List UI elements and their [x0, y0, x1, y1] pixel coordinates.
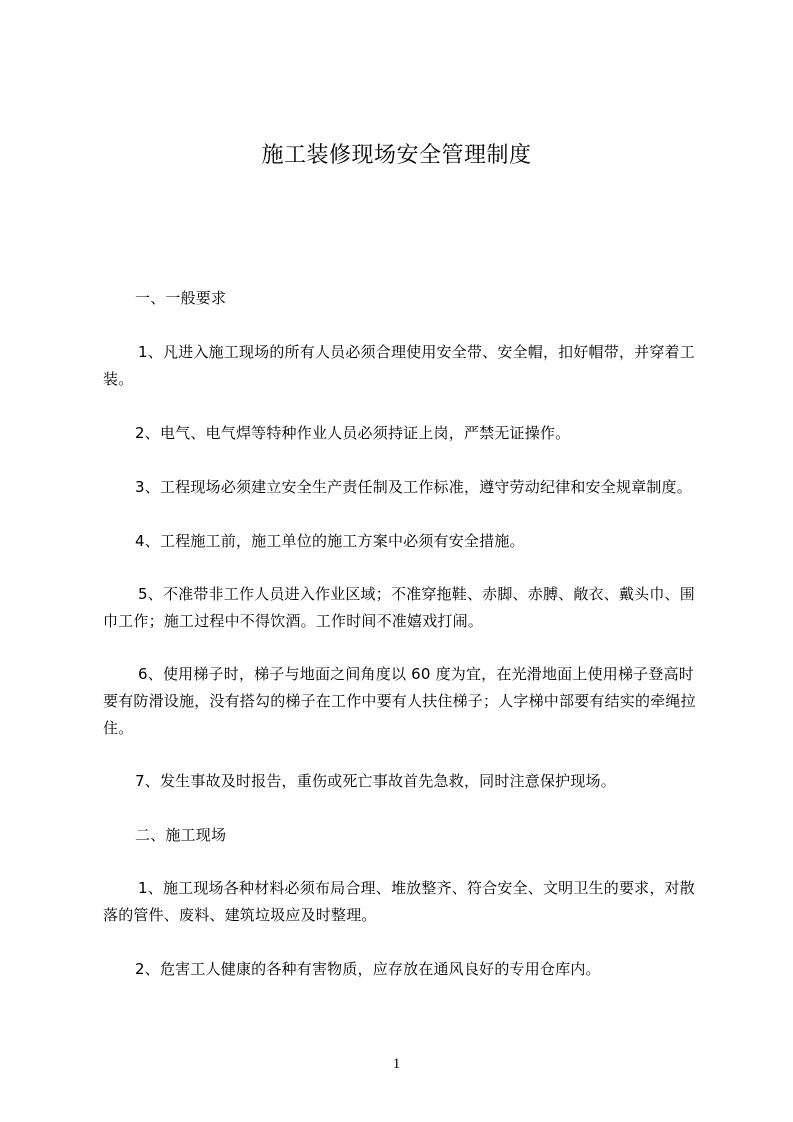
paragraph-item-3: 3、工程现场必须建立安全生产责任制及工作标准，遵守劳动纪律和安全规章制度。	[135, 478, 692, 496]
paragraph-item-4: 4、工程施工前，施工单位的施工方案中必须有安全措施。	[135, 532, 525, 550]
paragraph-site-item-1: 1、施工现场各种材料必须布局合理、堆放整齐、符合安全、文明卫生的要求，对散落的管件、废料、建筑垃圾应及时整理。	[103, 879, 695, 924]
paragraph-item-2: 2、电气、电气焊等特种作业人员必须持证上岗，严禁无证操作。	[135, 424, 571, 442]
section-heading-construction-site: 二、施工现场	[135, 826, 227, 844]
paragraph-item-1: 1、凡进入施工现场的所有人员必须合理使用安全带、安全帽，扣好帽带，并穿着工装。	[103, 343, 695, 388]
document-title: 施工装修现场安全管理制度	[261, 143, 532, 168]
section-heading-general-requirements: 一、一般要求	[135, 289, 227, 307]
paragraph-item-6: 6、使用梯子时，梯子与地面之间角度以 60 度为宜，在光滑地面上使用梯子登高时要有防滑设施，没有搭勾的梯子在工作中要有人扶住梯子；人字梯中部要有结实的牵绳拉住。	[103, 665, 696, 737]
paragraph-item-5: 5、不准带非工作人员进入作业区域；不准穿拖鞋、赤脚、赤膊、敞衣、戴头巾、围巾工作；施工过程中不得饮酒。工作时间不准嬉戏打闹。	[103, 585, 695, 630]
paragraph-item-7: 7、发生事故及时报告，重伤或死亡事故首先急救，同时注意保护现场。	[135, 772, 616, 790]
paragraph-site-item-2: 2、危害工人健康的各种有害物质，应存放在通风良好的专用仓库内。	[135, 960, 601, 978]
page-number: 1	[392, 1056, 401, 1072]
